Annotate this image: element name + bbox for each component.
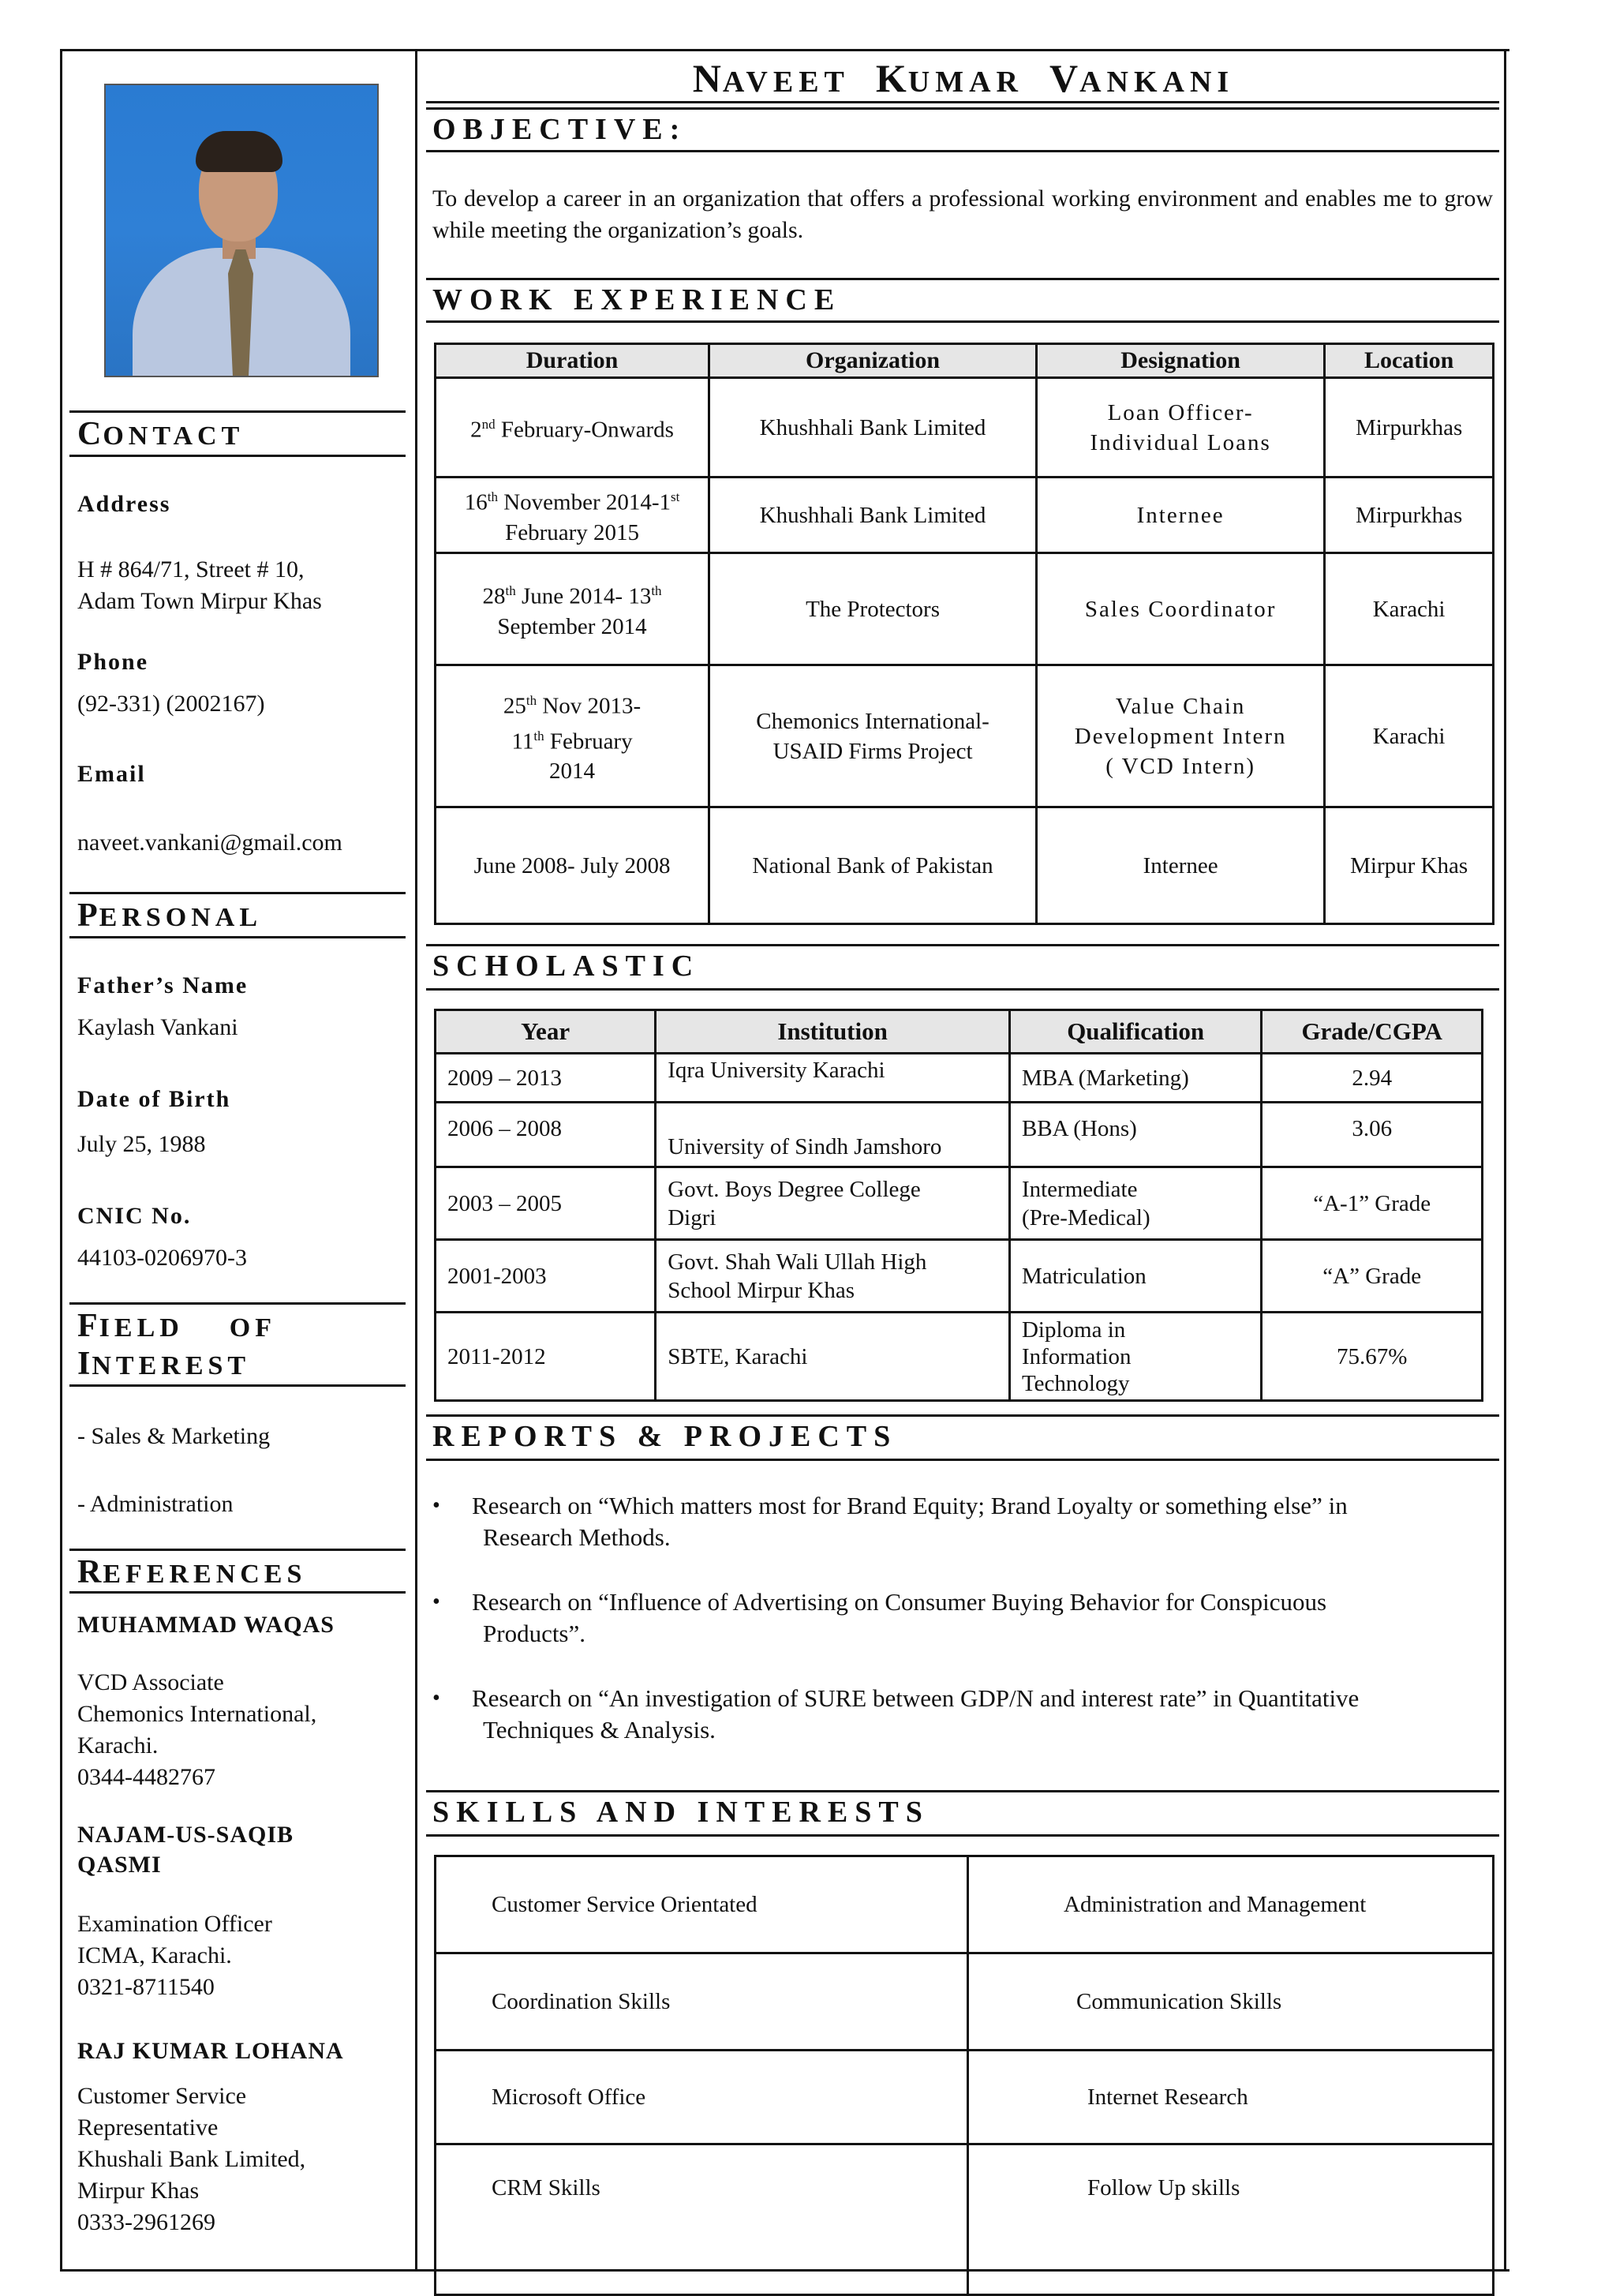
column-header: Duration	[436, 344, 709, 378]
scholastic-grade: 2.94	[1262, 1054, 1483, 1103]
skill-item: Administration and Management	[968, 1856, 1494, 1953]
reference-details: Examination Officer ICMA, Karachi. 0321-8711540	[77, 1911, 272, 2000]
objective-rule-top	[426, 107, 1499, 110]
father-name-label: Father’s Name	[77, 972, 249, 998]
work-duration: 16th November 2014-1st February 2015	[436, 478, 709, 553]
scholastic-qualification: Intermediate (Pre-Medical)	[1009, 1167, 1261, 1240]
scholastic-institution: SBTE, Karachi	[656, 1313, 1010, 1401]
table-row	[436, 2051, 1494, 2144]
scholastic-qualification: Diploma in Information Technology	[1009, 1313, 1261, 1401]
table-row	[436, 665, 1494, 807]
table-header-row	[436, 1010, 1483, 1054]
dob-label: Date of Birth	[77, 1086, 231, 1112]
interest-rule-top	[69, 1302, 406, 1305]
table-row	[436, 1054, 1483, 1103]
scholastic-grade: “A-1” Grade	[1262, 1167, 1483, 1240]
profile-photo	[104, 84, 379, 377]
scholastic-institution: Iqra University Karachi	[656, 1054, 1010, 1103]
right-border	[1504, 49, 1506, 2269]
references-rule-bottom	[69, 1591, 406, 1594]
phone-value: (92-331) (2002167)	[77, 691, 265, 717]
reports-rule-top	[426, 1414, 1499, 1417]
email-value: naveet.vankani@gmail.com	[77, 830, 342, 856]
table-row	[436, 1313, 1483, 1401]
reference-details: VCD Associate Chemonics International, Karachi. 0344-4482767	[77, 1669, 317, 1790]
column-header: Qualification	[1009, 1010, 1261, 1054]
bullet-icon: •	[432, 1686, 440, 1710]
scholastic-grade: “A” Grade	[1262, 1240, 1483, 1313]
work-designation: Internee	[1037, 478, 1325, 553]
name-rule	[426, 101, 1499, 103]
work-duration: 2nd February-Onwards	[436, 378, 709, 478]
table-row	[436, 1103, 1483, 1167]
candidate-name: NAVEET KUMAR VANKANI	[692, 56, 1235, 100]
objective-text: To develop a career in an organization that offers a professional working environment and enables me to grow while meeting the organization’s goals.	[432, 185, 1493, 243]
work-rule-top	[426, 278, 1499, 280]
scholastic-year: 2003 – 2005	[436, 1167, 656, 1240]
scholastic-grade: 3.06	[1262, 1103, 1483, 1167]
reference-name: NAJAM-US-SAQIB QASMI	[77, 1822, 294, 1878]
reference-name: MUHAMMAD WAQAS	[77, 1612, 335, 1638]
reports-list	[432, 1490, 1490, 1779]
table-row	[436, 1953, 1494, 2051]
scholastic-institution: Govt. Shah Wali Ullah High School Mirpur Khas	[656, 1240, 1010, 1313]
cnic-label: CNIC No.	[77, 1203, 192, 1229]
list-item: • Research on “Which matters most for Brand Equity; Brand Loyalty or something else” in Research Methods.	[432, 1492, 1348, 1551]
scholastic-rule-top	[426, 944, 1499, 946]
work-organization: Khushhali Bank Limited	[709, 378, 1037, 478]
work-heading: WORK EXPERIENCE	[432, 283, 842, 316]
column-header: Institution	[656, 1010, 1010, 1054]
scholastic-qualification: BBA (Hons)	[1009, 1103, 1261, 1167]
table-row	[436, 553, 1494, 665]
objective-rule-bottom	[426, 150, 1499, 152]
reports-heading: REPORTS & PROJECTS	[432, 1420, 898, 1453]
scholastic-institution: Govt. Boys Degree College Digri	[656, 1167, 1010, 1240]
skill-item: Communication Skills	[968, 1953, 1494, 2051]
bullet-icon: •	[432, 1590, 440, 1614]
work-location: Mirpurkhas	[1325, 378, 1494, 478]
column-divider	[415, 49, 417, 2269]
email-label: Email	[77, 761, 146, 787]
work-duration: 28th June 2014- 13th September 2014	[436, 553, 709, 665]
work-designation: Loan Officer- Individual Loans	[1037, 378, 1325, 478]
scholastic-rule-bottom	[426, 988, 1499, 991]
personal-rule-bottom	[69, 936, 406, 938]
skill-item: Follow Up skills	[968, 2144, 1494, 2295]
table-header-row	[436, 344, 1494, 378]
personal-heading: PERSONAL	[77, 897, 263, 934]
scholastic-year: 2001-2003	[436, 1240, 656, 1313]
scholastic-year: 2009 – 2013	[436, 1054, 656, 1103]
column-header: Organization	[709, 344, 1037, 378]
work-designation: Sales Coordinator	[1037, 553, 1325, 665]
interest-rule-bottom	[69, 1384, 406, 1387]
interest-heading-line1: FIELD OF	[77, 1308, 277, 1344]
skills-rule-top	[426, 1790, 1499, 1792]
work-rule-bottom	[426, 320, 1499, 323]
phone-label: Phone	[77, 649, 149, 675]
work-location: Karachi	[1325, 553, 1494, 665]
table-row	[436, 2144, 1494, 2295]
reference-name: RAJ KUMAR LOHANA	[77, 2038, 344, 2064]
references-rule-top	[69, 1549, 406, 1551]
work-organization: The Protectors	[709, 553, 1037, 665]
scholastic-qualification: Matriculation	[1009, 1240, 1261, 1313]
scholastic-year: 2011-2012	[436, 1313, 656, 1401]
column-header: Location	[1325, 344, 1494, 378]
column-header: Grade/CGPA	[1262, 1010, 1483, 1054]
work-location: Mirpur Khas	[1325, 807, 1494, 924]
table-row	[436, 1167, 1483, 1240]
interest-heading-line2: INTEREST	[77, 1346, 251, 1382]
scholastic-institution: University of Sindh Jamshoro	[656, 1103, 1010, 1167]
table-row	[436, 807, 1494, 924]
work-designation: Internee	[1037, 807, 1325, 924]
scholastic-grade: 75.67%	[1262, 1313, 1483, 1401]
work-location: Karachi	[1325, 665, 1494, 807]
scholastic-table	[434, 1009, 1483, 1402]
scholastic-year: 2006 – 2008	[436, 1103, 656, 1167]
skill-item: Microsoft Office	[436, 2051, 968, 2144]
table-row	[436, 378, 1494, 478]
list-item: • Research on “Influence of Advertising on Consumer Buying Behavior for Conspicuous Products”.	[432, 1588, 1327, 1647]
reference-details: Customer Service Representative Khushali Bank Limited, Mirpur Khas 0333-2961269	[77, 2083, 306, 2235]
table-row	[436, 1856, 1494, 1953]
father-name-value: Kaylash Vankani	[77, 1014, 238, 1040]
interest-item: - Sales & Marketing	[77, 1423, 271, 1449]
list-item: • Research on “An investigation of SURE between GDP/N and interest rate” in Quantitative Techniques & Analysis.	[432, 1684, 1360, 1744]
cnic-value: 44103-0206970-3	[77, 1245, 247, 1271]
column-header: Year	[436, 1010, 656, 1054]
work-organization: National Bank of Pakistan	[709, 807, 1037, 924]
work-location: Mirpurkhas	[1325, 478, 1494, 553]
bullet-icon: •	[432, 1493, 440, 1518]
address-label: Address	[77, 491, 171, 517]
contact-rule-bottom	[69, 455, 406, 457]
skill-item: Internet Research	[968, 2051, 1494, 2144]
column-header: Designation	[1037, 344, 1325, 378]
work-organization: Khushhali Bank Limited	[709, 478, 1037, 553]
scholastic-qualification: MBA (Marketing)	[1009, 1054, 1261, 1103]
personal-rule-top	[69, 892, 406, 894]
work-designation: Value Chain Development Intern ( VCD Intern)	[1037, 665, 1325, 807]
work-experience-table	[434, 343, 1494, 925]
table-row	[436, 1240, 1483, 1313]
skills-heading: SKILLS AND INTERESTS	[432, 1796, 930, 1829]
address-value: H # 864/71, Street # 10, Adam Town Mirpur Khas	[77, 556, 322, 614]
interest-item: - Administration	[77, 1491, 234, 1517]
skill-item: CRM Skills	[436, 2144, 968, 2295]
scholastic-heading: SCHOLASTIC	[432, 949, 701, 983]
contact-rule-top	[69, 410, 406, 413]
work-duration: 25th Nov 2013- 11th February 2014	[436, 665, 709, 807]
objective-heading: OBJECTIVE:	[432, 113, 687, 146]
references-heading: REFERENCES	[77, 1554, 307, 1590]
table-row	[436, 478, 1494, 553]
skill-item: Coordination Skills	[436, 1953, 968, 2051]
dob-value: July 25, 1988	[77, 1131, 206, 1157]
skills-table	[434, 1855, 1494, 2296]
skill-item: Customer Service Orientated	[436, 1856, 968, 1953]
skills-rule-bottom	[426, 1834, 1499, 1837]
work-organization: Chemonics International- USAID Firms Project	[709, 665, 1037, 807]
reports-rule-bottom	[426, 1459, 1499, 1461]
work-duration: June 2008- July 2008	[436, 807, 709, 924]
contact-heading: CONTACT	[77, 416, 245, 452]
